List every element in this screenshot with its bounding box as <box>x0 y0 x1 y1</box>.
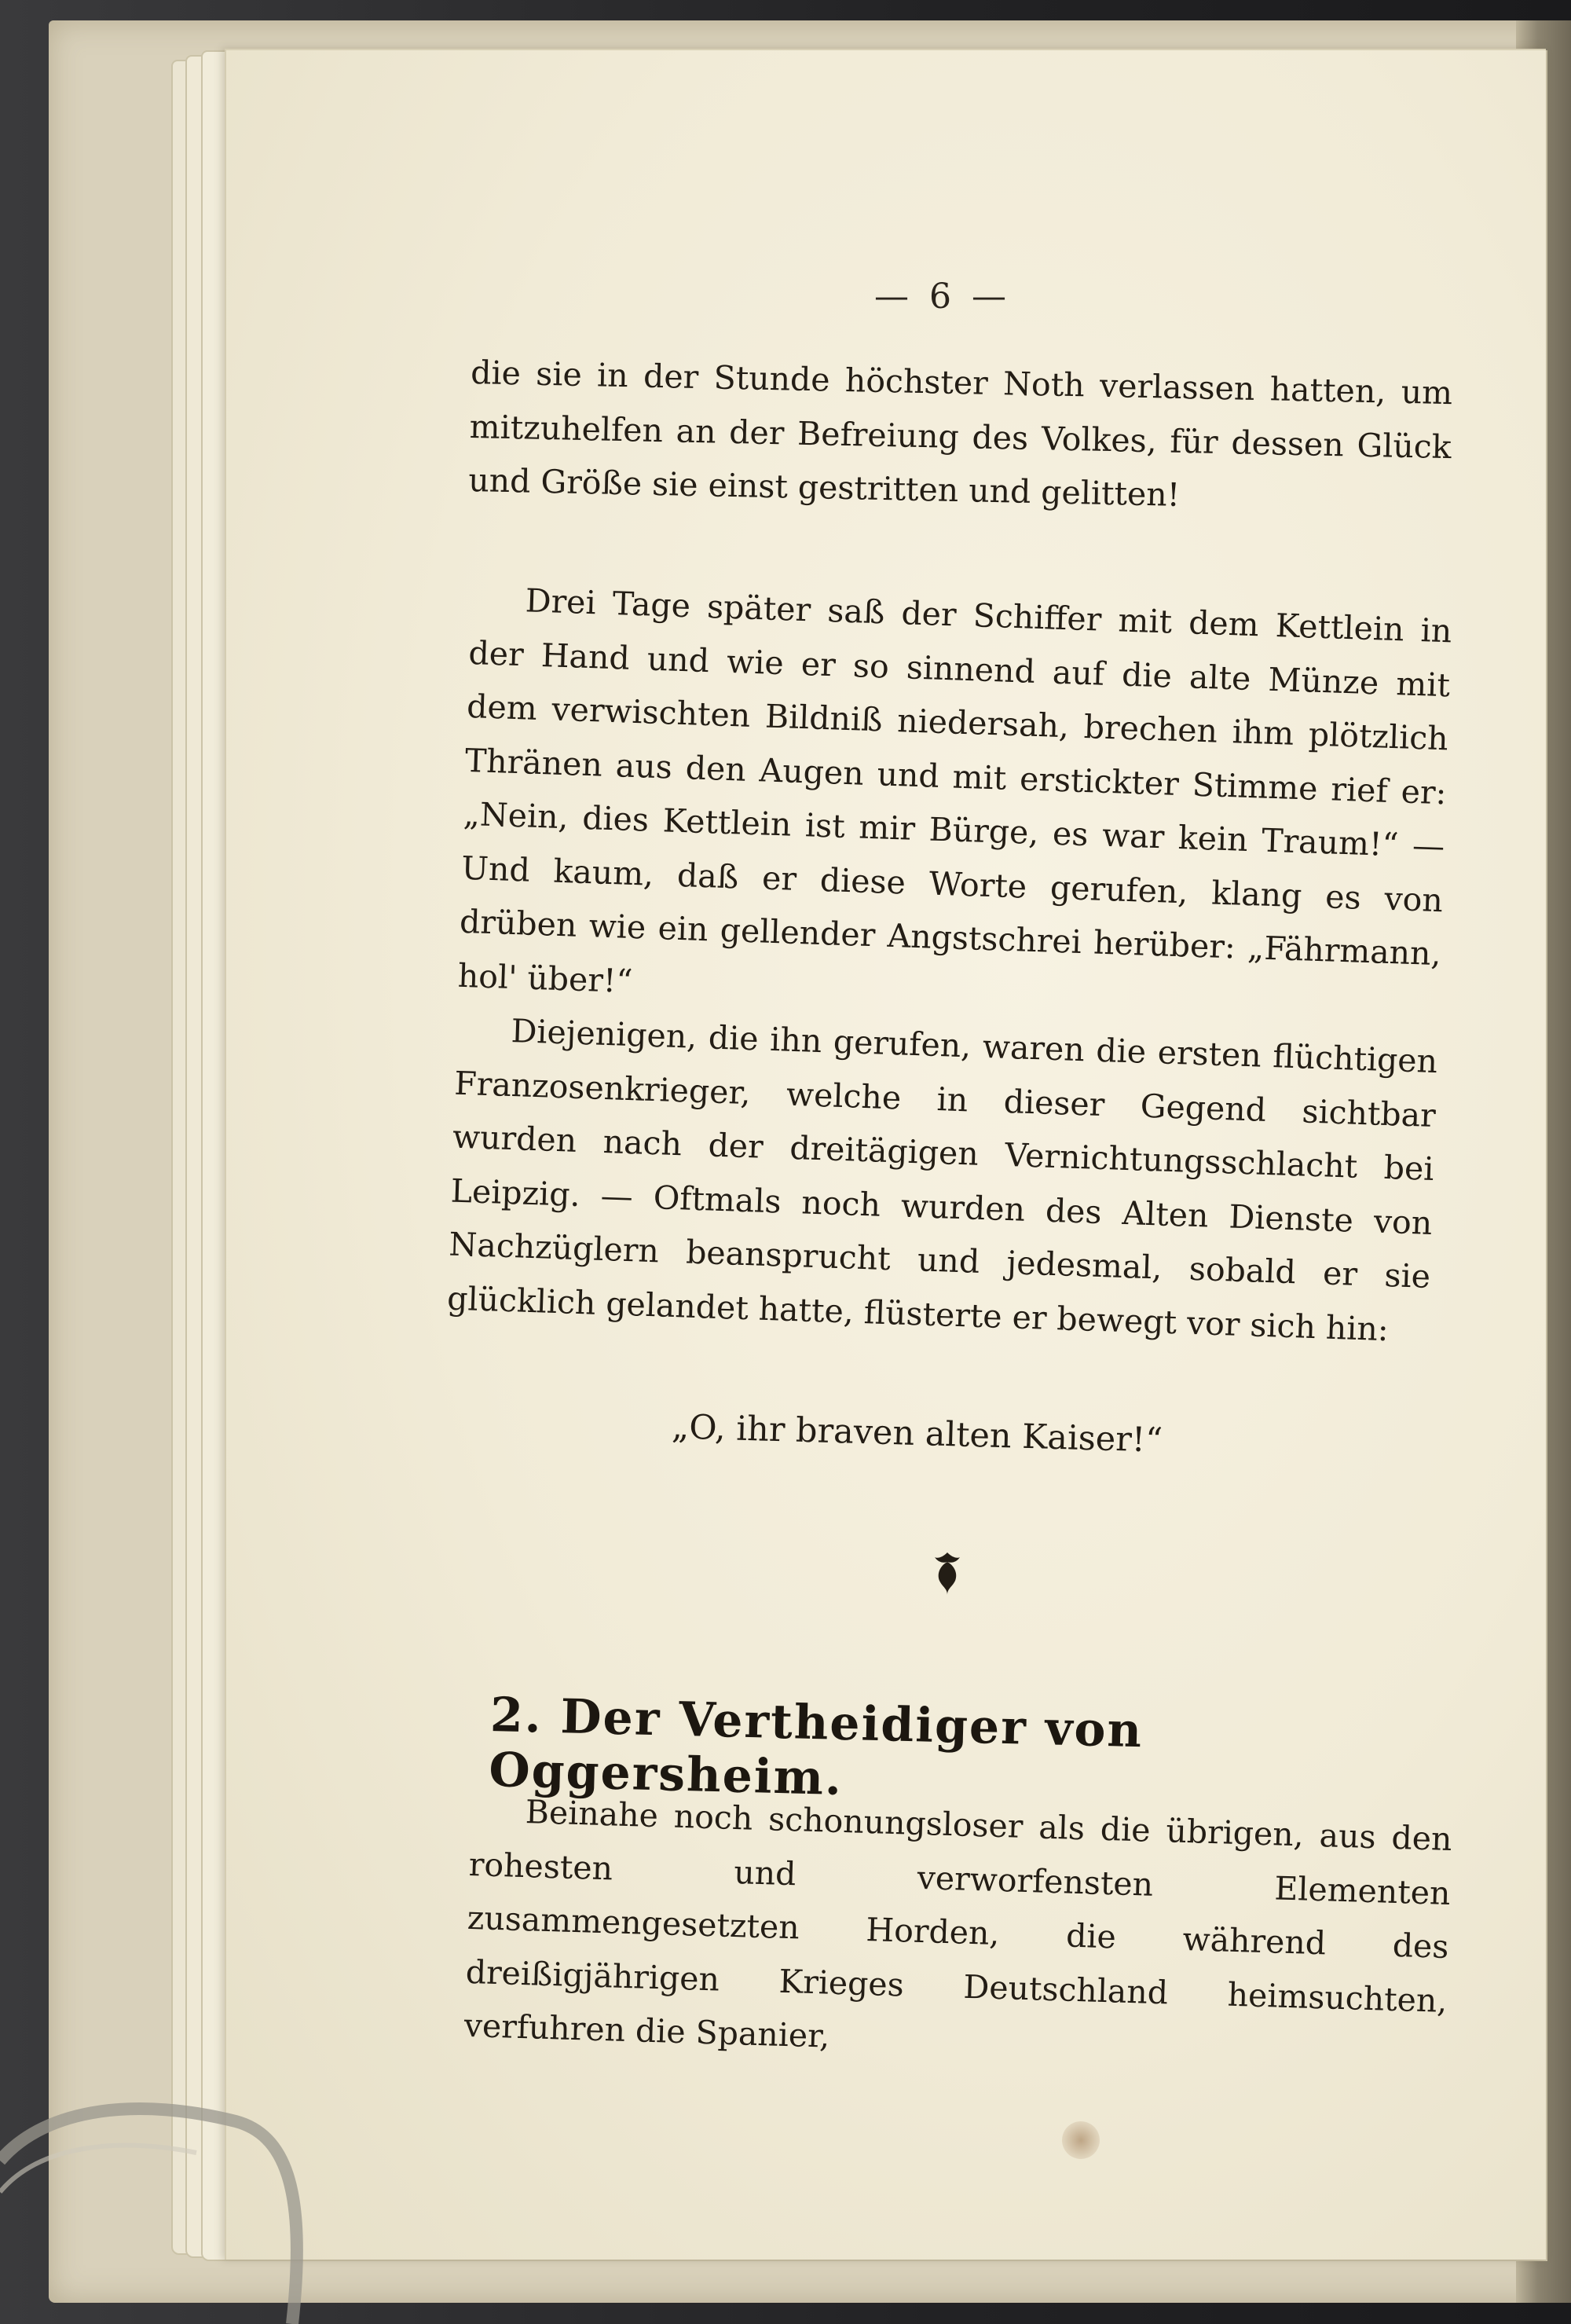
text-block-middle <box>446 572 1452 1358</box>
paragraph: Beinahe noch schonungsloser als die übrigen, aus den rohesten und verworfensten Elementen zusammengesetzten Horden, die während des dreißigjährigen Krieges Deutschland heimsuchten, verfuhren die Spanier, <box>463 1793 1453 2055</box>
page-number: — 6 — <box>874 277 1011 317</box>
paragraph: die sie in der Stunde höchster Noth verlassen hatten, um mitzuhelfen an der Befreiung des Volkes, für dessen Glück und Größe sie einst gestritten und gelitten! <box>467 353 1453 514</box>
page-clip <box>0 2074 330 2324</box>
paragraph: Diejenigen, die ihn gerufen, waren die ersten flüchtigen Franzosenkrieger, welche in dieser Gegend sichtbar wurden nach der dreitägigen Vernichtungsschlacht bei Leipzig. — Oftmals noch wurden des Alten Dienste von Nachzüglern beansprucht und jedesmal, sobald er sie glücklich gelandet hatte, flüsterte er bewegt vor sich hin: <box>446 1012 1438 1348</box>
paragraph: Drei Tage später saß der Schiffer mit dem Kettlein in der Hand und wie er so sinnend auf die alte Münze mit dem verwischten Bildniß niedersah, brechen ihm plötzlich Thränen aus den Augen und mit erstickter Stimme rief er: „Nein, dies Kettlein ist mir Bürge, es war kein Traum!“ — Und kaum, daß er diese Worte gerufen, klang es von drüben wie ein gellender Angstschrei herüber: „Fährmann, hol' über!“ <box>457 581 1452 1000</box>
chapter-heading: 2. Der Vertheidiger von Oggersheim. <box>488 1688 1144 1806</box>
paper-stain <box>1062 2121 1100 2159</box>
text-block-chapter <box>463 1783 1453 2081</box>
closing-quote: „O, ihr braven alten Kaiser!“ <box>671 1407 1163 1461</box>
ornament-icon <box>927 1549 968 1598</box>
text-block-top <box>468 346 1453 528</box>
